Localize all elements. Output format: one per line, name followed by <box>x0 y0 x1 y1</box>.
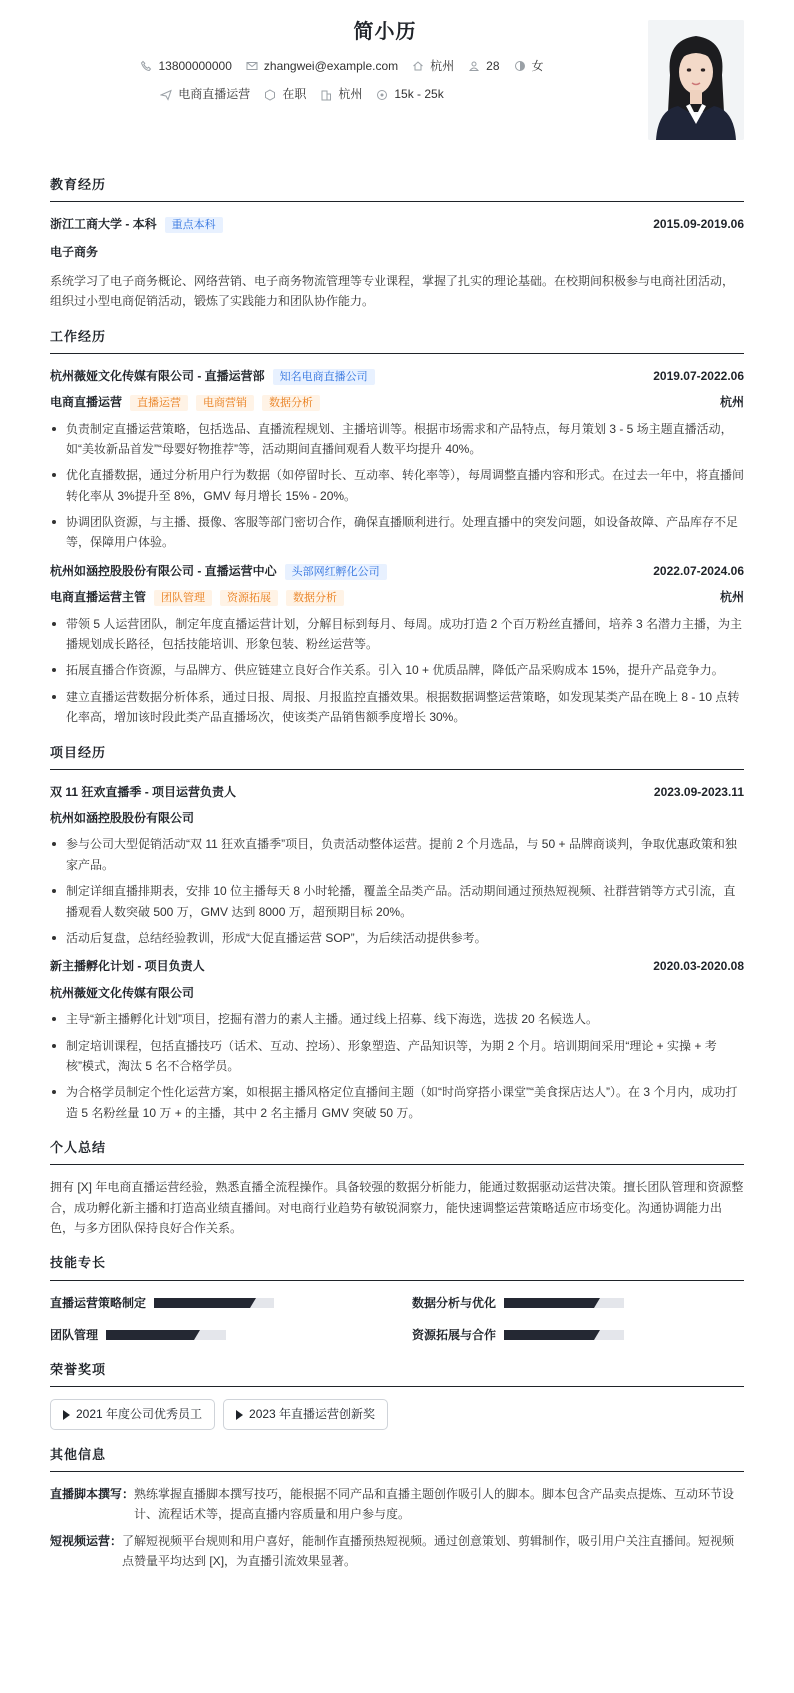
status-icon <box>264 89 276 101</box>
status-item <box>264 84 306 104</box>
job-role: 电商直播运营 <box>50 395 123 410</box>
job-company-line <box>50 561 387 581</box>
resume-header <box>50 18 744 168</box>
award-badge <box>50 1399 215 1429</box>
building-icon <box>320 89 332 101</box>
project-header-row <box>50 956 744 976</box>
skills-title: 技能专长 <box>50 1252 744 1280</box>
city-item <box>412 56 454 76</box>
skill-tag: 直播运营 <box>130 395 188 411</box>
profile-photo <box>648 20 744 140</box>
coin-icon <box>376 89 388 101</box>
list-item: 主导“新主播孵化计划”项目，挖掘有潜力的素人主播。通过线上招募、线下海选，选拔 20 名候选人。 <box>50 1009 744 1029</box>
skill-name: 直播运营策略制定 <box>50 1295 147 1310</box>
company-tag: 知名电商直播公司 <box>273 369 375 385</box>
target-job-text: 电商直播运营 <box>178 87 251 102</box>
status-text: 在职 <box>282 87 307 102</box>
job-header-row <box>50 366 744 386</box>
skill-bar <box>154 1298 274 1308</box>
awards-list <box>50 1399 744 1429</box>
other-label: 短视频运营： <box>50 1533 123 1548</box>
home-icon <box>412 60 424 72</box>
contact-row <box>0 56 744 76</box>
list-item: 参与公司大型促销活动“双 11 狂欢直播季”项目，负责活动整体运营。提前 2 个月选品，与 50 + 品牌商谈判，争取优惠政策和独家产品。 <box>50 834 744 875</box>
skill-tag: 资源拓展 <box>220 590 278 606</box>
list-item: 优化直播数据，通过分析用户行为数据（如停留时长、互动率、转化率等），每周调整直播内容和形式。在过去一年中，将直播间转化率从 3%提升至 8%，GMV 每月增长 15% - 20%。 <box>50 465 744 506</box>
other-item <box>50 1531 744 1572</box>
award-label: 2023 年直播运营创新奖 <box>249 1407 376 1422</box>
summary-title: 个人总结 <box>50 1137 744 1165</box>
target-job-item <box>160 84 250 104</box>
skill-item <box>50 1293 382 1313</box>
job-header-row <box>50 561 744 581</box>
other-title: 其他信息 <box>50 1444 744 1472</box>
project-company: 杭州薇娅文化传媒有限公司 <box>50 985 195 1000</box>
work-title: 工作经历 <box>50 326 744 354</box>
education-desc: 系统学习了电子商务概论、网络营销、电子商务物流管理等专业课程，掌握了扎实的理论基础。在校期间积极参与电商社团活动，组织过小型电商促销活动，锻炼了实践能力和团队协作能力。 <box>50 273 735 309</box>
job-city: 杭州 <box>719 590 744 605</box>
job-bullets <box>50 419 744 553</box>
skill-tag: 团队管理 <box>154 590 212 606</box>
list-item: 带领 5 人运营团队，制定年度直播运营计划，分解目标到每月、每周。成功打造 2 个百万粉丝直播间，培养 3 名潜力主播，为主播规划成长路径，包括技能培训、形象包装、粉丝运营等。 <box>50 614 744 655</box>
list-item: 制定详细直播排期表，安排 10 位主播每天 8 小时轮播，覆盖全品类产品。活动期间通过预热短视频、社群营销等方式引流，直播观看人数突破 500 万，GMV 达到 8000 万，超预期目标 20%。 <box>50 881 744 922</box>
project-bullets <box>50 834 744 948</box>
city-text: 杭州 <box>430 59 455 73</box>
skill-bar-fill <box>504 1330 594 1340</box>
education-date: 2015.09-2019.06 <box>653 217 744 232</box>
job-role-line <box>50 587 344 607</box>
education-title: 教育经历 <box>50 174 744 202</box>
play-icon <box>236 1410 243 1420</box>
awards-title: 荣誉奖项 <box>50 1359 744 1387</box>
education-section <box>50 174 744 312</box>
phone-text: 13800000000 <box>158 59 232 73</box>
skill-bar-fill <box>106 1330 194 1340</box>
project-name: 新主播孵化计划 - 项目负责人 <box>50 959 205 974</box>
job-city: 杭州 <box>719 395 744 410</box>
skills-grid <box>50 1293 744 1346</box>
school-line <box>50 214 223 234</box>
project-entry <box>50 956 744 1123</box>
list-item: 拓展直播合作资源，与品牌方、供应链建立良好合作关系。引入 10 + 优质品牌，降低产品采购成本 15%，提升产品竞争力。 <box>50 660 744 680</box>
skill-bar <box>504 1330 624 1340</box>
age-text: 28 <box>486 59 500 73</box>
gender-item <box>514 56 544 76</box>
skill-item <box>412 1325 744 1345</box>
other-text: 熟练掌握直播脚本撰写技巧，能根据不同产品和直播主题创作吸引人的脚本。脚本包含产品卖点提炼、互动环节设计、流程话术等，提高直播内容质量和用户参与度。 <box>134 1486 735 1522</box>
school-name: 浙江工商大学 - 本科 <box>50 217 157 232</box>
job-company-line <box>50 366 375 386</box>
company-tag: 头部网红孵化公司 <box>285 564 387 580</box>
work-section <box>50 326 744 728</box>
intent-row <box>0 84 744 104</box>
list-item: 制定培训课程，包括直播技巧（话术、互动、控场）、形象塑造、产品知识等，为期 2 个月。培训期间采用“理论 + 实操 + 考核”模式，淘汰 5 名不合格学员。 <box>50 1036 744 1077</box>
candidate-name: 简小历 <box>353 21 417 43</box>
play-icon <box>63 1410 70 1420</box>
skill-bar <box>504 1298 624 1308</box>
skill-name: 数据分析与优化 <box>412 1295 497 1310</box>
job-entry <box>50 561 744 728</box>
job-role-row <box>50 392 744 412</box>
skill-bar <box>106 1330 226 1340</box>
projects-title: 项目经历 <box>50 742 744 770</box>
list-item: 建立直播运营数据分析体系，通过日报、周报、月报监控直播效果。根据数据调整运营策略，如发现某类产品在晚上 8 - 10 点转化率高，增加该时段此类产品直播场次，使该类产品销售额季度增长 30%。 <box>50 687 744 728</box>
skill-tag: 数据分析 <box>286 590 344 606</box>
award-label: 2021 年度公司优秀员工 <box>76 1407 203 1422</box>
job-entry <box>50 366 744 553</box>
school-tag: 重点本科 <box>165 217 223 233</box>
job-date: 2022.07-2024.06 <box>653 563 744 578</box>
project-header-row <box>50 782 744 802</box>
list-item: 为合格学员制定个性化运营方案，如根据主播风格定位直播间主题（如“时尚穿搭小课堂”“美食探店达人”）。在 3 个月内，成功打造 5 名粉丝量 10 万 + 的主播，其中 2 名主播月 GMV 突破 50 万。 <box>50 1082 744 1123</box>
award-badge <box>223 1399 388 1429</box>
target-city-item <box>320 84 362 104</box>
salary-text: 15k - 25k <box>394 87 444 102</box>
job-role: 电商直播运营主管 <box>50 590 147 605</box>
project-bullets <box>50 1009 744 1123</box>
projects-section <box>50 742 744 1124</box>
email-item <box>246 56 398 76</box>
skill-tag: 数据分析 <box>262 395 320 411</box>
skills-section <box>50 1252 744 1345</box>
job-role-line <box>50 392 320 412</box>
summary-text: 拥有 [X] 年电商直播运营经验，熟悉直播全流程操作。具备较强的数据分析能力，能通过数据驱动运营决策。擅长团队管理和资源整合，成功孵化新主播和打造高业绩直播间。对电商行业趋势有敏锐洞察力，能快速调整运营策略适应市场变化。沟通协调能力出色，与多方团队保持良好合作关系。 <box>50 1180 744 1236</box>
skill-bar-fill <box>504 1298 594 1308</box>
job-company: 杭州薇娅文化传媒有限公司 - 直播运营部 <box>50 368 265 383</box>
job-role-row <box>50 587 744 607</box>
project-company: 杭州如涵控股股份有限公司 <box>50 811 195 826</box>
skill-bar-fill <box>154 1298 250 1308</box>
other-item <box>50 1484 744 1525</box>
major: 电子商务 <box>50 245 99 260</box>
summary-section <box>50 1137 744 1238</box>
gender-icon <box>514 60 526 72</box>
list-item: 协调团队资源，与主播、摄像、客服等部门密切合作，确保直播顺利进行。处理直播中的突发问题，如设备故障、产品库存不足等，保障用户体验。 <box>50 512 744 553</box>
phone-item <box>140 56 231 76</box>
skill-name: 团队管理 <box>50 1327 99 1342</box>
job-bullets <box>50 614 744 728</box>
other-label: 直播脚本撰写： <box>50 1486 135 1501</box>
age-item <box>468 56 499 76</box>
awards-section <box>50 1359 744 1429</box>
education-header-row <box>50 214 744 234</box>
other-section <box>50 1444 744 1572</box>
send-icon <box>160 89 172 101</box>
other-text: 了解短视频平台规则和用户喜好，能制作直播预热短视频。通过创意策划、剪辑制作，吸引用户关注直播间。短视频点赞量平均达到 [X]，为直播引流效果显著。 <box>122 1533 735 1569</box>
list-item: 负责制定直播运营策略，包括选品、直播流程规划、主播培训等。根据市场需求和产品特点，每月策划 3 - 5 场主题直播活动，如“美妆新品首发”“母婴好物推荐”等，活动期间直播间观看人数平均提升 40%。 <box>50 419 744 460</box>
job-company: 杭州如涵控股股份有限公司 - 直播运营中心 <box>50 563 277 578</box>
project-date: 2020.03-2020.08 <box>653 959 744 974</box>
gender-text: 女 <box>531 59 544 73</box>
skill-name: 资源拓展与合作 <box>412 1327 497 1342</box>
list-item: 活动后复盘，总结经验教训，形成“大促直播运营 SOP”，为后续活动提供参考。 <box>50 928 744 948</box>
skill-item <box>412 1293 744 1313</box>
job-date: 2019.07-2022.06 <box>653 368 744 383</box>
email-text: zhangwei@example.com <box>263 59 399 73</box>
phone-icon <box>140 60 152 72</box>
project-date: 2023.09-2023.11 <box>653 784 744 799</box>
project-entry <box>50 782 744 949</box>
person-icon <box>468 60 480 72</box>
skill-item <box>50 1325 382 1345</box>
skill-tag: 电商营销 <box>196 395 254 411</box>
target-city-text: 杭州 <box>338 87 363 102</box>
mail-icon <box>246 60 258 72</box>
project-name: 双 11 狂欢直播季 - 项目运营负责人 <box>50 784 237 799</box>
salary-item <box>376 84 443 104</box>
